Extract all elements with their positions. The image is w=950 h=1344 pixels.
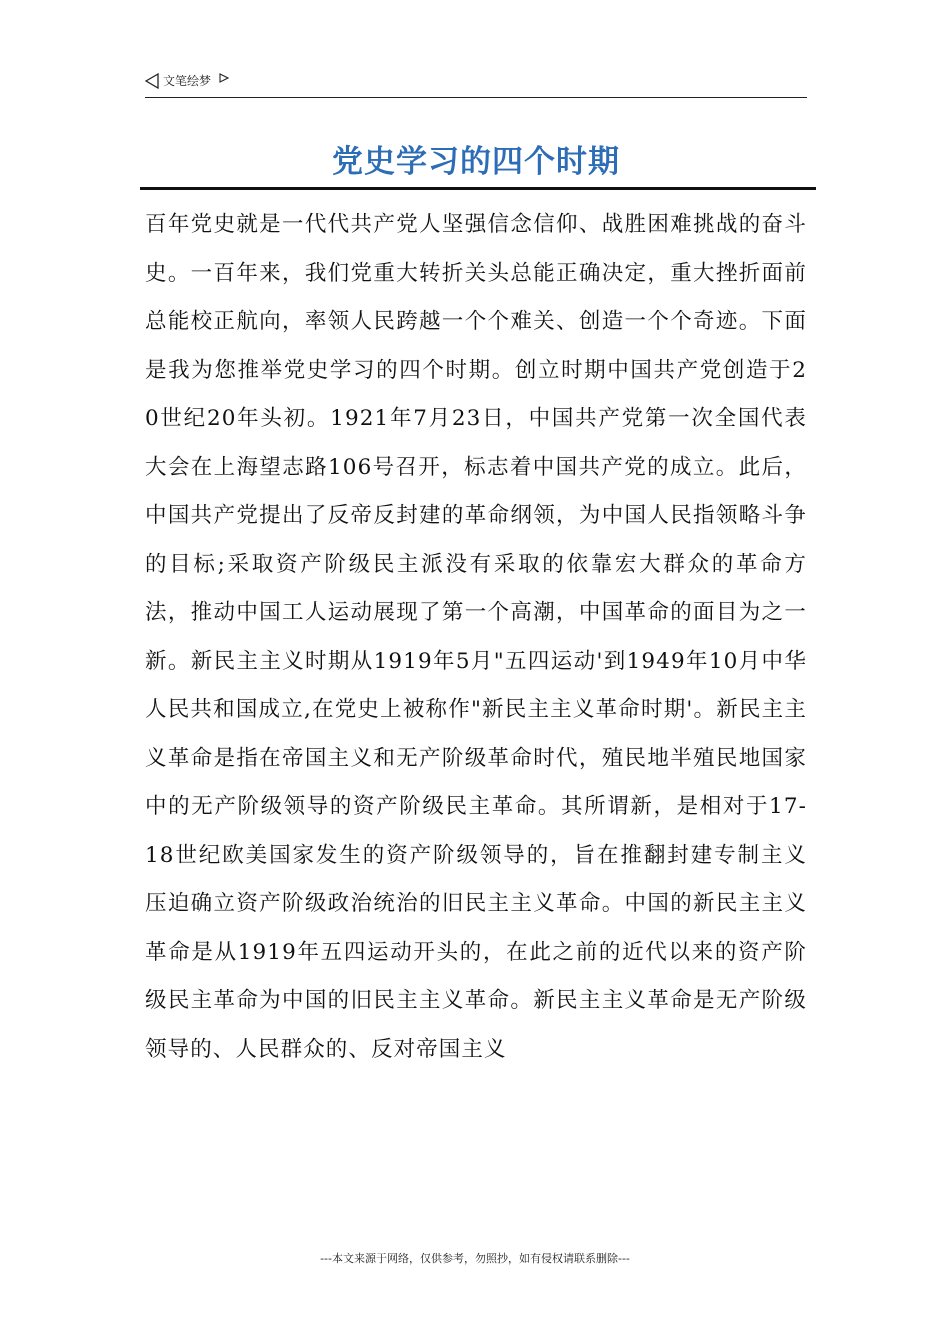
title-divider <box>140 187 816 190</box>
brand <box>145 72 807 89</box>
document-title: 党史学习的四个时期 <box>332 144 620 180</box>
header-divider <box>145 97 807 98</box>
footer-notice: ---本文来源于网络，仅供参考，勿照抄，如有侵权请联系删除--- <box>320 1252 630 1265</box>
triangle-left-icon <box>145 73 159 89</box>
brand-name: 文笔绘梦 <box>163 74 212 88</box>
document-body: 百年党史就是一代代共产党人坚强信念信仰、战胜困难挑战的奋斗史。一百年来，我们党重大转折关头总能正确决定，重大挫折面前总能校正航向，率领人民跨越一个个难关、创造一个个奇迹。下面是我为您推举党史学习的四个时期。创立时期中国共产党创造于20世纪20年头初。1921年7月23日，中国共产党第一次全国代表大会在上海望志路106号召开，标志着中国共产党的成立。此后，中国共产党提出了反帝反封建的革命纲领，为中国人民指领略斗争的目标;采取资产阶级民主派没有采取的依靠宏大群众的革命方法，推动中国工人运动展现了第一个高潮，中国革命的面目为之一新。新民主主义时期从1919年5月"五四运动'到1949年10月中华人民共和国成立,在党史上被称作"新民主主义革命时期'。新民主主义革命是指在帝国主义和无产阶级革命时代，殖民地半殖民地国家中的无产阶级领导的资产阶级民主革命。其所谓新，是相对于17-18世纪欧美国家发生的资产阶级领导的，旨在推翻封建专制主义压迫确立资产阶级政治统治的旧民主主义革命。中国的新民主主义革命是从1919年五四运动开头的，在此之前的近代以来的资产阶级民主革命为中国的旧民主主义革命。新民主主义革命是无产阶级领导的、人民群众的、反对帝国主义 <box>145 212 807 1062</box>
page-header <box>145 72 807 98</box>
triangle-right-icon <box>219 73 229 83</box>
